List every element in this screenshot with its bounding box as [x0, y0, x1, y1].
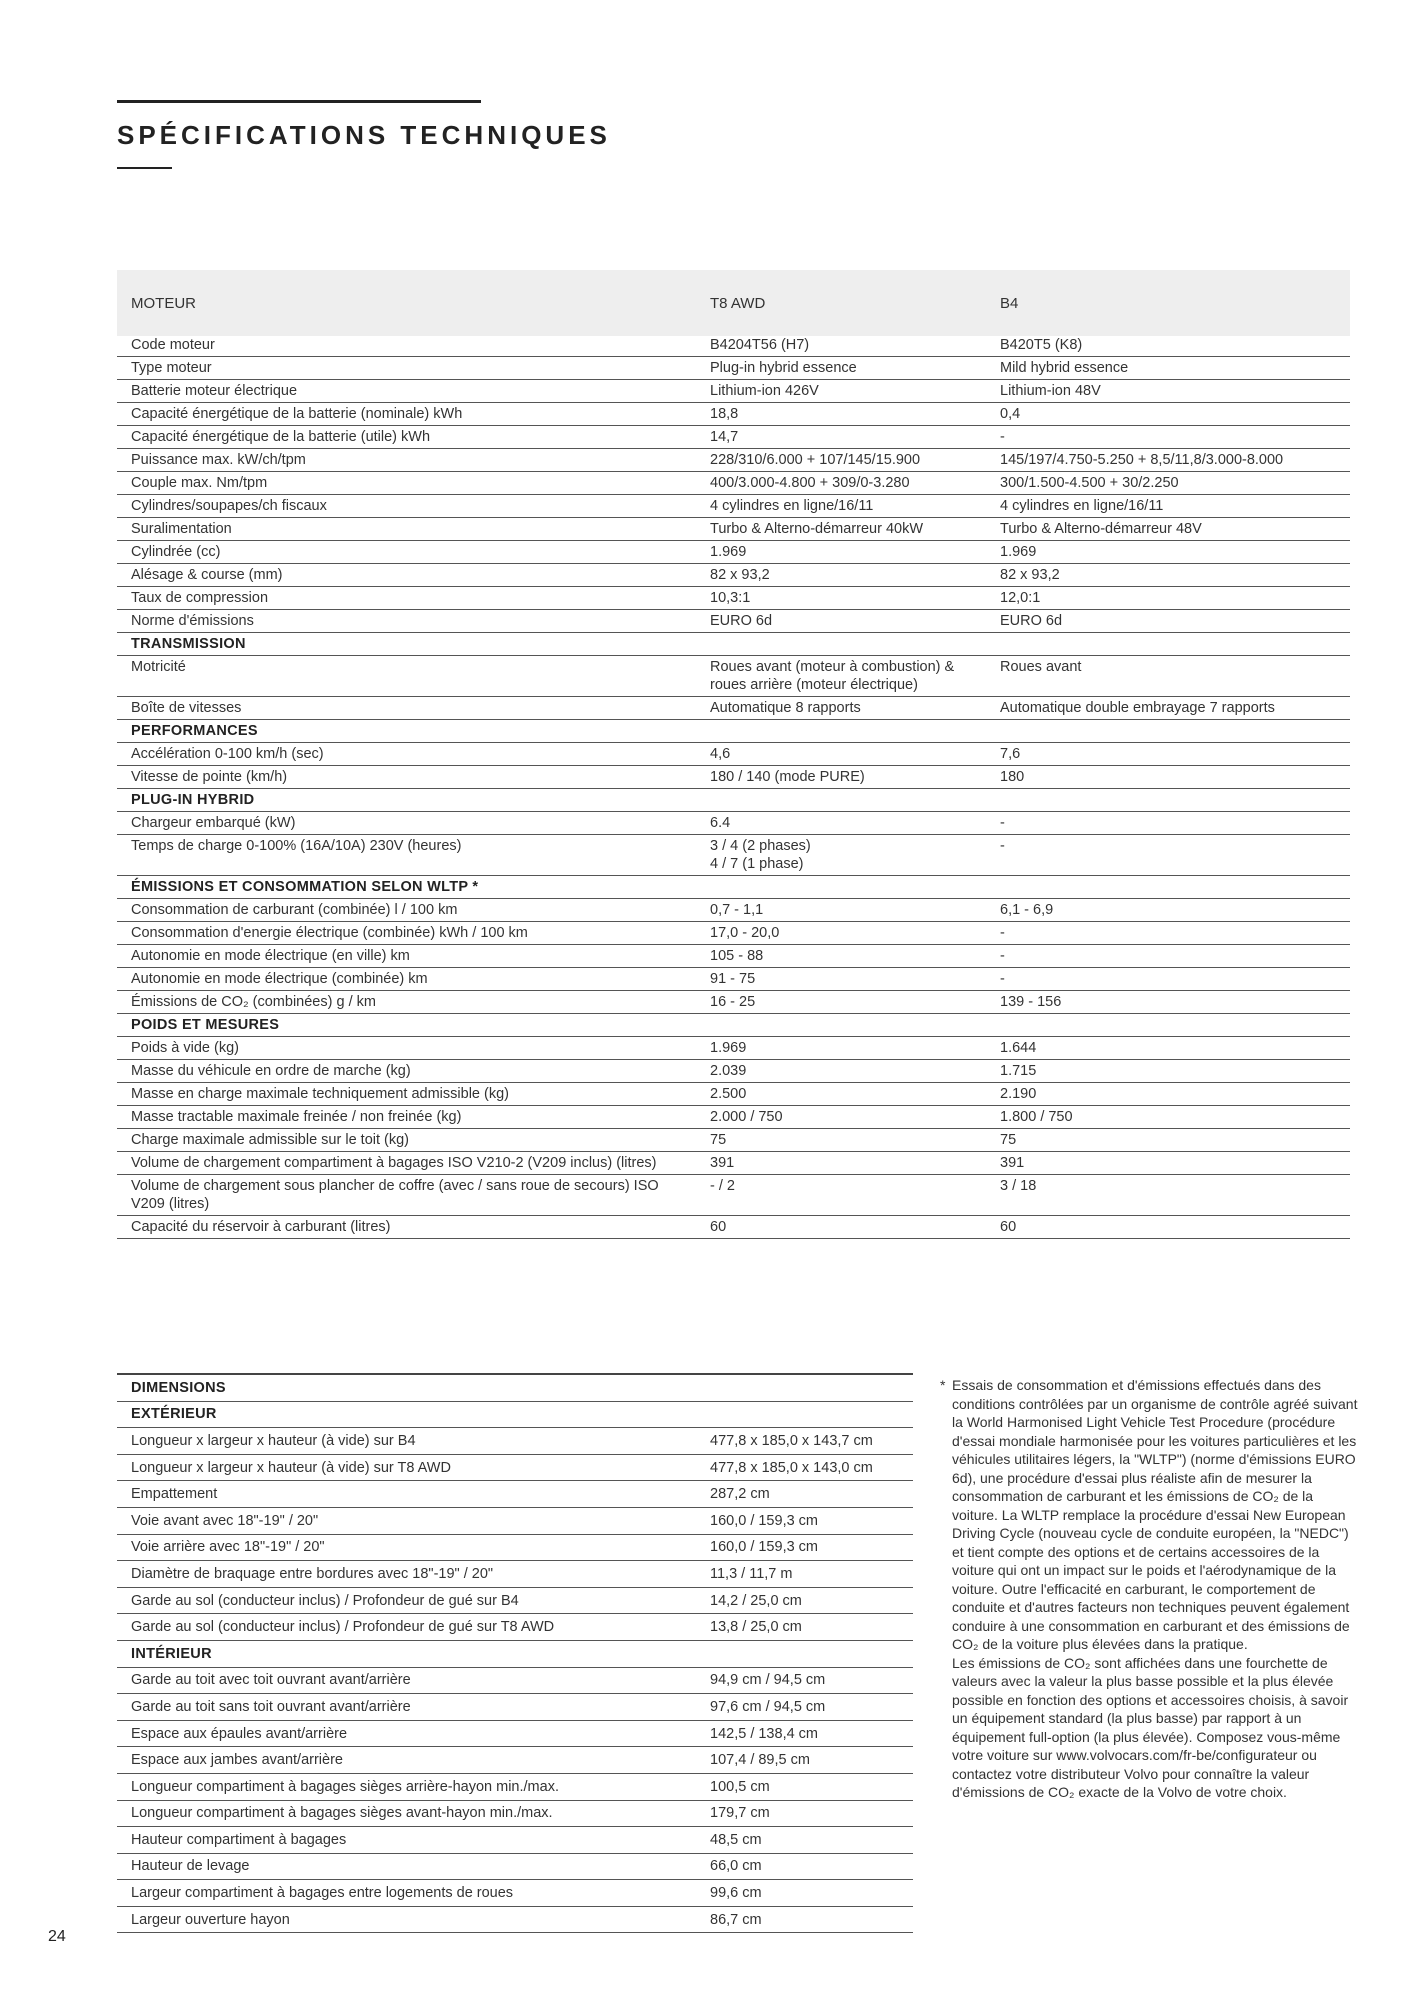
b4-value: - [1000, 812, 1350, 835]
row-value: 86,7 cm [710, 1906, 913, 1933]
b4-value: 2.190 [1000, 1083, 1350, 1106]
t8-value: Turbo & Alterno-démarreur 40kW [710, 518, 1000, 541]
row-value: 66,0 cm [710, 1853, 913, 1880]
b4-value: EURO 6d [1000, 610, 1350, 633]
row-label: Hauteur de levage [117, 1853, 710, 1880]
table-row [117, 357, 1350, 380]
b4-value: - [1000, 945, 1350, 968]
row-label: Consommation de carburant (combinée) l / 100 km [117, 899, 710, 922]
table-row [117, 449, 1350, 472]
t8-value: 1.969 [710, 541, 1000, 564]
table-row [117, 922, 1350, 945]
b4-value: 3 / 18 [1000, 1175, 1350, 1216]
row-label: Espace aux épaules avant/arrière [117, 1720, 710, 1747]
row-value: 287,2 cm [710, 1481, 913, 1508]
t8-value: 4 cylindres en ligne/16/11 [710, 495, 1000, 518]
row-value: 107,4 / 89,5 cm [710, 1747, 913, 1774]
b4-value: 1.715 [1000, 1060, 1350, 1083]
table-row [117, 564, 1350, 587]
section-row [117, 1014, 1350, 1037]
row-label: Code moteur [117, 336, 710, 357]
section-heading: ÉMISSIONS ET CONSOMMATION SELON WLTP * [117, 876, 1350, 899]
table-row [117, 1175, 1350, 1216]
b4-value: 1.969 [1000, 541, 1350, 564]
b4-value: Automatique double embrayage 7 rapports [1000, 697, 1350, 720]
row-label: Diamètre de braquage entre bordures avec 18"-19" / 20" [117, 1561, 710, 1588]
footnote-paragraph-1: Essais de consommation et d'émissions effectués dans des conditions contrôlées par un organisme de contrôle agréé suivant la World Harmonised Light Vehicle Test Procedure (procédure d'essai mondiale harmonisée pour les voitures particulières et les véhicules utilitaires légers, la "WLTP") (norme d'émissions EURO 6d), une procédure d'essai plus réaliste afin de mesurer la consommation de carburant et les émissions de CO₂ de la voiture. La WLTP remplace la procédure d'essai New European Driving Cycle (nouveau cycle de conduite européen, la "NEDC") et tient compte des options et de certains accessoires de la voiture qui ont un impact sur le poids et l'aérodynamique de la voiture. Outre l'efficacité en carburant, le comportement de conduite et d'autres facteurs non techniques peuvent également conduire à une consommation en carburant et des émissions de CO₂ de la voiture plus élevées dans la pratique. [952, 1377, 1358, 1652]
row-label: Accélération 0-100 km/h (sec) [117, 743, 710, 766]
table-row [117, 1481, 913, 1508]
row-label: Masse en charge maximale techniquement admissible (kg) [117, 1083, 710, 1106]
b4-value: 145/197/4.750-5.250 + 8,5/11,8/3.000-8.000 [1000, 449, 1350, 472]
dimensions-body [117, 1374, 913, 1933]
table-row [117, 835, 1350, 876]
table-row [117, 1827, 913, 1854]
row-label: Garde au sol (conducteur inclus) / Profondeur de gué sur B4 [117, 1587, 710, 1614]
t8-value: 82 x 93,2 [710, 564, 1000, 587]
b4-value: 1.644 [1000, 1037, 1350, 1060]
t8-value: 2.500 [710, 1083, 1000, 1106]
t8-value: 91 - 75 [710, 968, 1000, 991]
table-row [117, 336, 1350, 357]
table-row [117, 1694, 913, 1721]
table-row [117, 1747, 913, 1774]
t8-value: EURO 6d [710, 610, 1000, 633]
table-row [117, 1720, 913, 1747]
table-row [117, 1614, 913, 1641]
section-heading: DIMENSIONS [117, 1374, 913, 1401]
table-row [117, 1454, 913, 1481]
table-row [117, 968, 1350, 991]
row-label: Alésage & course (mm) [117, 564, 710, 587]
table-row [117, 1152, 1350, 1175]
row-label: Couple max. Nm/tpm [117, 472, 710, 495]
table-row [117, 1083, 1350, 1106]
b4-value: 1.800 / 750 [1000, 1106, 1350, 1129]
row-label: Vitesse de pointe (km/h) [117, 766, 710, 789]
table-row [117, 899, 1350, 922]
section-heading: POIDS ET MESURES [117, 1014, 1350, 1037]
row-label: Capacité énergétique de la batterie (nominale) kWh [117, 403, 710, 426]
t8-value: 0,7 - 1,1 [710, 899, 1000, 922]
title-rule-short [117, 167, 172, 169]
table-row [117, 1037, 1350, 1060]
table-row [117, 1587, 913, 1614]
t8-value: 3 / 4 (2 phases) 4 / 7 (1 phase) [710, 835, 1000, 876]
table-row [117, 495, 1350, 518]
header-b4: B4 [1000, 270, 1350, 336]
header-moteur: MOTEUR [117, 270, 710, 336]
b4-value: - [1000, 426, 1350, 449]
t8-value: Automatique 8 rapports [710, 697, 1000, 720]
b4-value: 0,4 [1000, 403, 1350, 426]
t8-value: Roues avant (moteur à combustion) & roues arrière (moteur électrique) [710, 656, 1000, 697]
row-label: Voie arrière avec 18"-19" / 20" [117, 1534, 710, 1561]
row-label: Chargeur embarqué (kW) [117, 812, 710, 835]
table-row [117, 656, 1350, 697]
table-row [117, 1667, 913, 1694]
section-row [117, 720, 1350, 743]
section-heading: PLUG-IN HYBRID [117, 789, 1350, 812]
table-row [117, 766, 1350, 789]
table-row [117, 426, 1350, 449]
row-value: 100,5 cm [710, 1773, 913, 1800]
t8-value: 1.969 [710, 1037, 1000, 1060]
section-heading: INTÉRIEUR [117, 1640, 913, 1667]
table-row [117, 1216, 1350, 1239]
row-label: Longueur x largeur x hauteur (à vide) sur T8 AWD [117, 1454, 710, 1481]
b4-value: 12,0:1 [1000, 587, 1350, 610]
section-heading: PERFORMANCES [117, 720, 1350, 743]
t8-value: 180 / 140 (mode PURE) [710, 766, 1000, 789]
table-row [117, 743, 1350, 766]
t8-value: 18,8 [710, 403, 1000, 426]
b4-value: 300/1.500-4.500 + 30/2.250 [1000, 472, 1350, 495]
t8-value: 17,0 - 20,0 [710, 922, 1000, 945]
t8-value: Lithium-ion 426V [710, 380, 1000, 403]
table-row [117, 991, 1350, 1014]
section-row [117, 876, 1350, 899]
row-label: Garde au sol (conducteur inclus) / Profondeur de gué sur T8 AWD [117, 1614, 710, 1641]
row-value: 14,2 / 25,0 cm [710, 1587, 913, 1614]
row-label: Largeur compartiment à bagages entre logements de roues [117, 1880, 710, 1907]
row-value: 13,8 / 25,0 cm [710, 1614, 913, 1641]
row-label: Masse du véhicule en ordre de marche (kg) [117, 1060, 710, 1083]
row-label: Capacité du réservoir à carburant (litres) [117, 1216, 710, 1239]
row-value: 48,5 cm [710, 1827, 913, 1854]
t8-value: 105 - 88 [710, 945, 1000, 968]
page-number: 24 [48, 1928, 66, 1945]
row-value: 179,7 cm [710, 1800, 913, 1827]
table-row [117, 1880, 913, 1907]
t8-value: B4204T56 (H7) [710, 336, 1000, 357]
row-label: Émissions de CO₂ (combinées) g / km [117, 991, 710, 1014]
row-label: Norme d'émissions [117, 610, 710, 633]
table-row [117, 518, 1350, 541]
row-label: Voie avant avec 18"-19" / 20" [117, 1507, 710, 1534]
row-label: Suralimentation [117, 518, 710, 541]
table-row [117, 1773, 913, 1800]
t8-value: 6.4 [710, 812, 1000, 835]
row-value: 160,0 / 159,3 cm [710, 1507, 913, 1534]
table-row [117, 1906, 913, 1933]
table-row [117, 1534, 913, 1561]
row-label: Consommation d'energie électrique (combinée) kWh / 100 km [117, 922, 710, 945]
table-row [117, 472, 1350, 495]
table-row [117, 945, 1350, 968]
b4-value: B420T5 (K8) [1000, 336, 1350, 357]
t8-value: 16 - 25 [710, 991, 1000, 1014]
row-label: Poids à vide (kg) [117, 1037, 710, 1060]
row-label: Autonomie en mode électrique (en ville) km [117, 945, 710, 968]
b4-value: - [1000, 922, 1350, 945]
row-label: Taux de compression [117, 587, 710, 610]
table-row [117, 1106, 1350, 1129]
t8-value: 2.000 / 750 [710, 1106, 1000, 1129]
b4-value: Mild hybrid essence [1000, 357, 1350, 380]
row-value: 142,5 / 138,4 cm [710, 1720, 913, 1747]
b4-value: 139 - 156 [1000, 991, 1350, 1014]
b4-value: 6,1 - 6,9 [1000, 899, 1350, 922]
t8-value: - / 2 [710, 1175, 1000, 1216]
row-value: 160,0 / 159,3 cm [710, 1534, 913, 1561]
t8-value: 2.039 [710, 1060, 1000, 1083]
table-row [117, 697, 1350, 720]
spec-header-row [117, 270, 1350, 336]
row-label: Type moteur [117, 357, 710, 380]
b4-value: 391 [1000, 1152, 1350, 1175]
b4-value: Roues avant [1000, 656, 1350, 697]
section-row [117, 1374, 913, 1401]
table-row [117, 1561, 913, 1588]
table-row [117, 812, 1350, 835]
row-label: Largeur ouverture hayon [117, 1906, 710, 1933]
row-label: Autonomie en mode électrique (combinée) km [117, 968, 710, 991]
footnote-paragraph-2: Les émissions de CO₂ sont affichées dans une fourchette de valeurs avec la valeur la plus basse possible et la plus élevée possible en fonction des options et accessoires choisis, à savoir un équipement standard (la plus basse) par rapport à un équipement full-option (la plus élevée). Composez vous-même votre voiture sur www.volvocars.com/fr-be/configurateur ou contactez votre distributeur Volvo pour connaître la valeur d'émissions de CO₂ exacte de la Volvo de votre choix. [952, 1654, 1349, 1800]
table-row [117, 1129, 1350, 1152]
section-row [117, 1640, 913, 1667]
row-label: Charge maximale admissible sur le toit (kg) [117, 1129, 710, 1152]
row-value: 477,8 x 185,0 x 143,7 cm [710, 1428, 913, 1455]
section-row [117, 789, 1350, 812]
b4-value: 180 [1000, 766, 1350, 789]
b4-value: Lithium-ion 48V [1000, 380, 1350, 403]
row-label: Boîte de vitesses [117, 697, 710, 720]
row-label: Cylindrée (cc) [117, 541, 710, 564]
row-label: Espace aux jambes avant/arrière [117, 1747, 710, 1774]
b4-value: 82 x 93,2 [1000, 564, 1350, 587]
row-label: Batterie moteur électrique [117, 380, 710, 403]
t8-value: 4,6 [710, 743, 1000, 766]
row-label: Garde au toit sans toit ouvrant avant/arrière [117, 1694, 710, 1721]
t8-value: 391 [710, 1152, 1000, 1175]
row-label: Capacité énergétique de la batterie (utile) kWh [117, 426, 710, 449]
row-label: Temps de charge 0-100% (16A/10A) 230V (heures) [117, 835, 710, 876]
row-value: 94,9 cm / 94,5 cm [710, 1667, 913, 1694]
t8-value: 60 [710, 1216, 1000, 1239]
t8-value: 14,7 [710, 426, 1000, 449]
spec-body [117, 336, 1350, 1239]
spec-table [117, 270, 1350, 1239]
row-value: 99,6 cm [710, 1880, 913, 1907]
row-label: Longueur compartiment à bagages sièges avant-hayon min./max. [117, 1800, 710, 1827]
b4-value: 4 cylindres en ligne/16/11 [1000, 495, 1350, 518]
table-row [117, 587, 1350, 610]
section-row [117, 1401, 913, 1428]
b4-value: - [1000, 835, 1350, 876]
table-row [117, 541, 1350, 564]
t8-value: 75 [710, 1129, 1000, 1152]
t8-value: 10,3:1 [710, 587, 1000, 610]
row-label: Empattement [117, 1481, 710, 1508]
page-title: SPÉCIFICATIONS TECHNIQUES [117, 120, 611, 150]
t8-value: 228/310/6.000 + 107/145/15.900 [710, 449, 1000, 472]
row-label: Motricité [117, 656, 710, 697]
row-label: Masse tractable maximale freinée / non freinée (kg) [117, 1106, 710, 1129]
b4-value: Turbo & Alterno-démarreur 48V [1000, 518, 1350, 541]
t8-value: Plug-in hybrid essence [710, 357, 1000, 380]
b4-value: 60 [1000, 1216, 1350, 1239]
table-row [117, 1853, 913, 1880]
section-heading: EXTÉRIEUR [117, 1401, 913, 1428]
dimensions-table [117, 1373, 913, 1933]
row-label: Hauteur compartiment à bagages [117, 1827, 710, 1854]
b4-value: - [1000, 968, 1350, 991]
row-label: Volume de chargement compartiment à bagages ISO V210-2 (V209 inclus) (litres) [117, 1152, 710, 1175]
table-row [117, 403, 1350, 426]
row-label: Puissance max. kW/ch/tpm [117, 449, 710, 472]
row-label: Cylindres/soupapes/ch fiscaux [117, 495, 710, 518]
section-row [117, 633, 1350, 656]
footnote-asterisk: * [940, 1377, 946, 1393]
table-row [117, 610, 1350, 633]
section-heading: TRANSMISSION [117, 633, 1350, 656]
footnote [940, 1376, 1360, 1802]
table-row [117, 1060, 1350, 1083]
row-value: 477,8 x 185,0 x 143,0 cm [710, 1454, 913, 1481]
table-row [117, 1507, 913, 1534]
b4-value: 7,6 [1000, 743, 1350, 766]
row-label: Volume de chargement sous plancher de coffre (avec / sans roue de secours) ISO V209 (litres) [117, 1175, 710, 1216]
row-value: 97,6 cm / 94,5 cm [710, 1694, 913, 1721]
table-row [117, 1800, 913, 1827]
row-label: Longueur compartiment à bagages sièges arrière-hayon min./max. [117, 1773, 710, 1800]
table-row [117, 1428, 913, 1455]
header-t8-awd: T8 AWD [710, 270, 1000, 336]
t8-value: 400/3.000-4.800 + 309/0-3.280 [710, 472, 1000, 495]
table-row [117, 380, 1350, 403]
row-value: 11,3 / 11,7 m [710, 1561, 913, 1588]
row-label: Garde au toit avec toit ouvrant avant/arrière [117, 1667, 710, 1694]
title-rule-top [117, 100, 481, 103]
b4-value: 75 [1000, 1129, 1350, 1152]
row-label: Longueur x largeur x hauteur (à vide) sur B4 [117, 1428, 710, 1455]
